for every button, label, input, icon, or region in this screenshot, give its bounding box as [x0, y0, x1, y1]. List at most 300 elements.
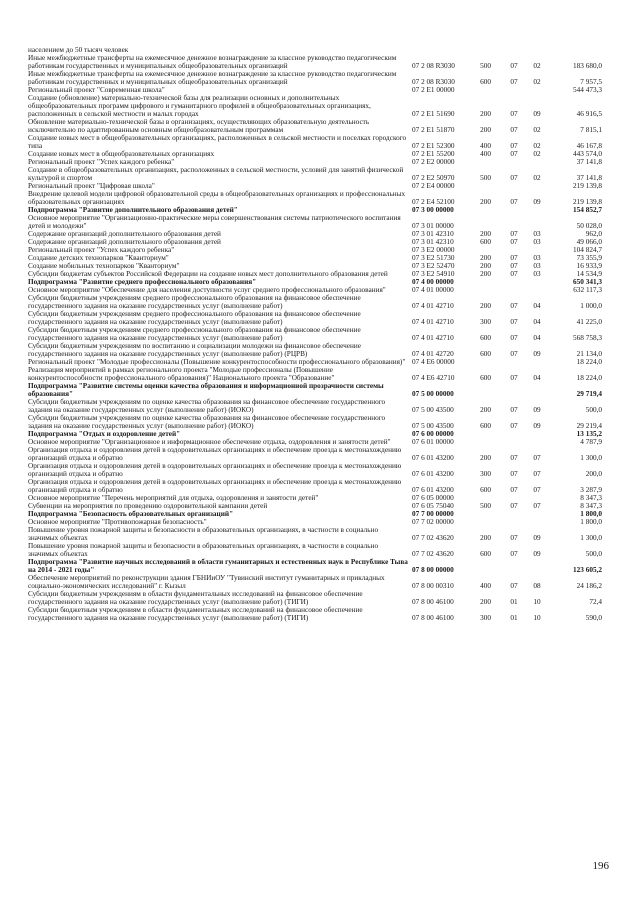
- row-name: Создание (обновление) материально-технической базы для реализации основных и дополнительных общеобразовательных программ цифрового и гуманитарного профилей в общеобразовательных организациях, расположенных в сельской местности и малых городах: [28, 94, 371, 118]
- row-amount: 41 225,0: [576, 318, 602, 326]
- row-subsection: 02: [533, 62, 541, 70]
- row-amount: 29 219,4: [576, 422, 602, 430]
- row-name: Подпрограмма "Развитие дополнительного образования детей": [28, 206, 238, 214]
- row-expense-type: 200: [480, 270, 491, 278]
- table-row: [28, 526, 602, 542]
- row-code: 07 6 01 00000: [412, 438, 454, 446]
- row-expense-type: 600: [480, 550, 491, 558]
- row-name: Региональный проект "Современная школа": [28, 86, 165, 94]
- row-code: 07 2 E4 00000: [412, 182, 455, 190]
- row-section: 07: [510, 486, 518, 494]
- table-row: [28, 590, 602, 606]
- table-row: [28, 326, 602, 342]
- table-row: [28, 462, 602, 478]
- row-amount: 46 916,5: [576, 110, 602, 118]
- row-subsection: 03: [533, 270, 541, 278]
- table-row: [28, 502, 602, 510]
- table-row: [28, 294, 602, 310]
- table-row: [28, 54, 602, 70]
- row-section: [502, 438, 526, 446]
- row-subsection: 03: [533, 230, 541, 238]
- row-section: [502, 246, 526, 254]
- row-name: Субсидии бюджетным учреждениям в области фундаментальных исследований на финансовое обеспечение государственного задания на оказание государственных услуг (выполнение работ) (ТИГИ): [28, 590, 363, 606]
- row-section: 07: [510, 318, 518, 326]
- row-expense-type: [469, 182, 502, 190]
- table-row: [28, 494, 602, 502]
- row-name: Повышение уровня пожарной защиты и безопасности в образовательных организациях, в частности в социально значимых объектах: [28, 526, 379, 542]
- row-code: 07 2 E2 00000: [412, 158, 455, 166]
- row-code: 07 3 01 42310: [412, 230, 454, 238]
- row-name: Региональный проект "Успех каждого ребенка": [28, 158, 175, 166]
- row-name: Основное мероприятие "Противопожарная безопасность": [28, 518, 207, 526]
- row-expense-type: 400: [480, 150, 491, 158]
- row-section: 07: [510, 302, 518, 310]
- table-row: [28, 510, 602, 518]
- row-subsection: 04: [533, 374, 541, 382]
- row-code: 07 3 00 00000: [412, 206, 454, 214]
- row-name: Подпрограмма "Развитие среднего профессионального образования": [28, 278, 257, 286]
- row-amount: 7 957,5: [580, 78, 602, 86]
- row-code: 07 3 E2 00000: [412, 246, 455, 254]
- row-expense-type: [469, 518, 502, 526]
- row-subsection: 09: [533, 550, 541, 558]
- row-subsection: [526, 86, 548, 94]
- row-section: [502, 86, 526, 94]
- row-code: 07 5 00 43500: [412, 422, 454, 430]
- row-code: 07 5 00 43500: [412, 406, 454, 414]
- table-row: [28, 310, 602, 326]
- row-amount: 37 141,8: [576, 158, 602, 166]
- row-name: Реализация мероприятий в рамках регионального проекта "Молодые профессионалы (Повышение конкурентоспособности профессионального образования)" Национального проекта "Образование": [28, 366, 335, 382]
- row-code: 07 2 E2 50970: [412, 174, 455, 182]
- row-code: [412, 46, 469, 54]
- row-section: 01: [510, 598, 518, 606]
- row-subsection: 09: [533, 198, 541, 206]
- row-expense-type: 300: [480, 318, 491, 326]
- row-subsection: 03: [533, 238, 541, 246]
- row-amount: 183 680,0: [573, 62, 602, 70]
- row-section: [502, 46, 526, 54]
- table-row: [28, 270, 602, 278]
- row-expense-type: 500: [480, 174, 491, 182]
- row-amount: 123 605,2: [573, 566, 602, 574]
- row-section: [502, 518, 526, 526]
- row-code: 07 4 00 00000: [412, 278, 454, 286]
- row-code: 07 7 02 43620: [412, 534, 454, 542]
- row-expense-type: 200: [480, 254, 491, 262]
- row-section: 07: [510, 238, 518, 246]
- row-section: 07: [510, 270, 518, 278]
- row-amount: 154 852,7: [573, 206, 602, 214]
- row-expense-type: [469, 430, 502, 438]
- row-expense-type: 200: [480, 406, 491, 414]
- row-expense-type: [469, 206, 502, 214]
- row-subsection: 10: [533, 614, 541, 622]
- row-code: 07 6 01 43200: [412, 454, 454, 462]
- row-subsection: 02: [533, 150, 541, 158]
- table-row: [28, 382, 602, 398]
- row-code: 07 6 01 43200: [412, 486, 454, 494]
- row-code: 07 7 02 43620: [412, 550, 454, 558]
- row-code: 07 3 01 00000: [412, 222, 454, 230]
- row-code: 07 2 08 R3030: [412, 78, 455, 86]
- row-subsection: 10: [533, 598, 541, 606]
- row-name: Основное мероприятие "Организационное и информационное обеспечение отдыха, оздоровления и занятости детей": [28, 438, 391, 446]
- row-code: 07 7 00 00000: [412, 510, 454, 518]
- row-subsection: [526, 246, 548, 254]
- row-expense-type: 500: [480, 502, 491, 510]
- table-row: [28, 190, 602, 206]
- row-name: Субсидии бюджетным учреждениям по оценке качества образования на финансовое обеспечение государственного задания на оказание государственных услуг (выполнение работ) (ИОКО): [28, 398, 386, 414]
- row-name: Подпрограмма "Отдых и оздоровление детей": [28, 430, 181, 438]
- row-code: 07 2 E1 51690: [412, 110, 455, 118]
- table-row: [28, 158, 602, 166]
- row-name: Подпрограмма "Развитие системы оценки качества образования и информационной прозрачности системы образования": [28, 382, 384, 398]
- row-code: 07 7 02 00000: [412, 518, 454, 526]
- row-name: Подпрограмма "Развитие научных исследований в области гуманитарных и естественных наук в Республике Тыва на 2014 - 2021 годы": [28, 558, 408, 574]
- row-subsection: [526, 158, 548, 166]
- row-code: 07 3 E2 51730: [412, 254, 455, 262]
- row-section: 07: [510, 110, 518, 118]
- row-name: Субсидии бюджетным учреждениям по оценке качества образования на финансовое обеспечение государственного задания на оказание государственных услуг (выполнение работ) (ИОКО): [28, 414, 386, 430]
- row-amount: 24 186,2: [576, 582, 602, 590]
- row-subsection: [526, 214, 548, 230]
- row-amount: 46 167,8: [576, 142, 602, 150]
- row-expense-type: 600: [480, 334, 491, 342]
- row-subsection: [526, 438, 548, 446]
- row-code: 07 2 E1 00000: [412, 86, 455, 94]
- row-subsection: 02: [533, 78, 541, 86]
- row-subsection: 02: [533, 174, 541, 182]
- row-expense-type: 600: [480, 238, 491, 246]
- row-section: [502, 278, 526, 286]
- row-name: Субвенции на мероприятия по проведению оздоровительной кампании детей: [28, 502, 268, 510]
- row-section: [502, 382, 526, 398]
- row-name: Основное мероприятие "Организационно-практические меры совершенствования системы патриотического воспитания детей и молодежи": [28, 214, 401, 230]
- row-expense-type: [469, 86, 502, 94]
- row-amount: 650 341,3: [573, 278, 602, 286]
- row-expense-type: [469, 158, 502, 166]
- row-code: 07 6 01 43200: [412, 470, 454, 478]
- row-amount: 219 139,8: [573, 198, 602, 206]
- row-subsection: [526, 382, 548, 398]
- row-name: Субсидии бюджетам субъектов Российской Федерации на создание новых мест дополнительного образования детей: [28, 270, 388, 278]
- row-subsection: 03: [533, 262, 541, 270]
- row-name: Иные межбюджетные трансферты на ежемесячное денежное вознаграждение за классное руководство педагогическим работникам государственных и муниципальных общеобразовательных организаций: [28, 70, 397, 86]
- row-subsection: [526, 558, 548, 574]
- row-name: Содержание организаций дополнительного образования детей: [28, 238, 221, 246]
- row-code: 07 4 E6 00000: [412, 358, 455, 366]
- table-row: [28, 478, 602, 494]
- row-amount: 1 300,0: [580, 534, 602, 542]
- table-row: [28, 238, 602, 246]
- row-section: 07: [510, 502, 518, 510]
- row-section: 07: [510, 230, 518, 238]
- row-section: [502, 286, 526, 294]
- row-name: Иные межбюджетные трансферты на ежемесячное денежное вознаграждение за классное руководство педагогическим работникам государственных и муниципальных общеобразовательных организаций: [28, 54, 397, 70]
- row-amount: 632 117,3: [573, 286, 602, 294]
- row-expense-type: [469, 510, 502, 518]
- row-amount: 50 028,0: [576, 222, 602, 230]
- row-amount: 1 800,0: [580, 510, 602, 518]
- table-row: [28, 342, 602, 358]
- row-subsection: 07: [533, 502, 541, 510]
- row-name: Субсидии бюджетным учреждениям в области фундаментальных исследований на финансовое обеспечение государственного задания на оказание государственных услуг (выполнение работ) (ТИГИ): [28, 606, 363, 622]
- row-name: Внедрение целевой модели цифровой образовательной среды в общеобразовательных организациях и профессиональных образовательных организациях: [28, 190, 406, 206]
- page-number: 196: [592, 860, 609, 872]
- table-row: [28, 254, 602, 262]
- row-expense-type: [469, 382, 502, 398]
- table-row: [28, 182, 602, 190]
- row-code: 07 3 E2 52470: [412, 262, 455, 270]
- row-code: 07 5 00 00000: [412, 390, 454, 398]
- table-row: [28, 46, 602, 54]
- row-subsection: 02: [533, 142, 541, 150]
- row-amount: 18 224,0: [576, 374, 602, 382]
- table-row: [28, 86, 602, 94]
- row-amount: 1 300,0: [580, 454, 602, 462]
- row-expense-type: 200: [480, 598, 491, 606]
- table-row: [28, 214, 602, 230]
- row-expense-type: 200: [480, 198, 491, 206]
- table-row: [28, 70, 602, 86]
- row-name: Субсидии бюджетным учреждениям по воспитанию и социализации молодежи на финансовое обеспечение государственного задания на оказание государственных услуг (выполнение работ) (РЦРВ): [28, 342, 361, 358]
- row-amount: 104 824,7: [573, 246, 602, 254]
- row-amount: [548, 46, 602, 54]
- row-code: 07 6 00 00000: [412, 430, 454, 438]
- row-amount: 200,0: [585, 470, 602, 478]
- row-section: 07: [510, 406, 518, 414]
- table-row: [28, 518, 602, 526]
- row-subsection: 04: [533, 318, 541, 326]
- table-row: [28, 542, 602, 558]
- row-code: 07 8 00 46100: [412, 598, 454, 606]
- row-name: населением до 50 тысяч человек: [28, 46, 129, 54]
- row-expense-type: 400: [480, 582, 491, 590]
- row-expense-type: 200: [480, 110, 491, 118]
- table-row: [28, 246, 602, 254]
- table-row: [28, 134, 602, 150]
- table-row: [28, 206, 602, 214]
- row-subsection: 02: [533, 126, 541, 134]
- row-expense-type: [469, 438, 502, 446]
- row-code: 07 8 00 00000: [412, 566, 454, 574]
- row-amount: 21 134,0: [576, 350, 602, 358]
- table-row: [28, 262, 602, 270]
- row-expense-type: [469, 558, 502, 574]
- row-name: Субсидии бюджетным учреждениям среднего профессионального образования на финансовое обеспечение государственного задания на оказание государственных услуг (выполнение работ): [28, 310, 361, 326]
- row-section: 07: [510, 150, 518, 158]
- row-expense-type: 300: [480, 470, 491, 478]
- row-expense-type: 600: [480, 78, 491, 86]
- row-subsection: 03: [533, 254, 541, 262]
- row-name: Содержание организаций дополнительного образования детей: [28, 230, 221, 238]
- row-section: 07: [510, 374, 518, 382]
- row-name: Создание мобильных технопарков "Кванториум": [28, 262, 180, 270]
- row-section: [502, 558, 526, 574]
- row-amount: 1 000,0: [580, 302, 602, 310]
- row-name: Обновление материально-технической базы в организациях, осуществляющих образовательную деятельность исключительно по адаптированным основным общеобразовательным программам: [28, 118, 370, 134]
- table-row: [28, 94, 602, 118]
- table-row: [28, 606, 602, 622]
- row-code: 07 4 01 42710: [412, 318, 454, 326]
- row-code: 07 4 01 42720: [412, 350, 454, 358]
- row-amount: 443 574,0: [573, 150, 602, 158]
- row-amount: 4 787,9: [580, 438, 602, 446]
- row-name: Создание новых мест в общеобразовательных организациях: [28, 150, 215, 158]
- row-subsection: 04: [533, 334, 541, 342]
- row-expense-type: [469, 358, 502, 366]
- row-amount: 37 141,8: [576, 174, 602, 182]
- row-amount: 500,0: [585, 406, 602, 414]
- row-name: Региональный проект "Цифровая школа": [28, 182, 155, 190]
- table-row: [28, 118, 602, 134]
- table-row: [28, 230, 602, 238]
- row-section: 07: [510, 198, 518, 206]
- budget-table-body: [28, 46, 602, 622]
- row-subsection: 09: [533, 534, 541, 542]
- row-code: 07 2 E4 52100: [412, 198, 455, 206]
- table-row: [28, 358, 602, 366]
- row-section: 07: [510, 334, 518, 342]
- row-subsection: [526, 510, 548, 518]
- row-amount: 13 135,2: [576, 430, 602, 438]
- row-name: Организация отдыха и оздоровления детей в оздоровительных организациях и обеспечение проезда к местонахождению организаций отдыха и обратно: [28, 462, 402, 478]
- row-name: Создание новых мест в общеобразовательных организациях, расположенных в сельской местности и поселках городского типа: [28, 134, 407, 150]
- row-section: 07: [510, 534, 518, 542]
- row-code: 07 2 E1 55200: [412, 150, 455, 158]
- table-row: [28, 150, 602, 158]
- row-amount: 18 224,0: [576, 358, 602, 366]
- row-amount: 7 815,1: [580, 126, 602, 134]
- row-amount: 590,0: [585, 614, 602, 622]
- row-subsection: [526, 518, 548, 526]
- row-expense-type: [469, 494, 502, 502]
- row-section: 07: [510, 454, 518, 462]
- row-expense-type: [469, 286, 502, 294]
- row-subsection: [526, 182, 548, 190]
- table-row: [28, 366, 602, 382]
- row-amount: 16 933,9: [576, 262, 602, 270]
- row-name: Субсидии бюджетным учреждениям среднего профессионального образования на финансовое обеспечение государственного задания на оказание государственных услуг (выполнение работ): [28, 326, 361, 342]
- row-subsection: 09: [533, 110, 541, 118]
- row-code: 07 2 08 R3030: [412, 62, 455, 70]
- table-row: [28, 438, 602, 446]
- row-code: 07 3 E2 54910: [412, 270, 455, 278]
- row-section: 07: [510, 126, 518, 134]
- row-expense-type: 200: [480, 534, 491, 542]
- table-row: [28, 398, 602, 414]
- row-code: 07 2 E1 52300: [412, 142, 455, 150]
- table-row: [28, 278, 602, 286]
- table-row: [28, 286, 602, 294]
- row-subsection: 09: [533, 422, 541, 430]
- row-section: 07: [510, 254, 518, 262]
- row-section: 07: [510, 422, 518, 430]
- row-subsection: [526, 286, 548, 294]
- row-subsection: 07: [533, 470, 541, 478]
- row-amount: 3 287,9: [580, 486, 602, 494]
- row-code: 07 6 05 75040: [412, 502, 454, 510]
- row-subsection: [526, 494, 548, 502]
- row-name: Основное мероприятие "Обеспечение для населения доступности услуг среднего профессионального образования": [28, 286, 386, 294]
- row-name: Региональный проект "Молодые профессионалы (Повышение конкурентоспособности профессионального образования)": [28, 358, 406, 366]
- row-code: 07 4 01 42710: [412, 302, 454, 310]
- row-expense-type: 200: [480, 302, 491, 310]
- row-subsection: 04: [533, 302, 541, 310]
- row-name: Подпрограмма "Безопасность образовательных организаций": [28, 510, 234, 518]
- row-expense-type: 200: [480, 230, 491, 238]
- row-amount: 73 355,9: [576, 254, 602, 262]
- table-row: [28, 558, 602, 574]
- table-row: [28, 446, 602, 462]
- row-name: Обеспечение мероприятий по реконструкции здания ГБНИиОУ "Тувинский институт гуманитарных и прикладных социально-экономических исследований" г. Кызыл: [28, 574, 385, 590]
- row-amount: 219 139,8: [573, 182, 602, 190]
- row-subsection: 09: [533, 406, 541, 414]
- row-section: 07: [510, 470, 518, 478]
- table-row: [28, 414, 602, 430]
- row-amount: 49 066,0: [576, 238, 602, 246]
- row-section: 07: [510, 550, 518, 558]
- row-amount: 544 473,3: [573, 86, 602, 94]
- row-subsection: 07: [533, 454, 541, 462]
- row-expense-type: 500: [480, 62, 491, 70]
- row-code: 07 4 E6 42710: [412, 374, 455, 382]
- row-name: Создание в общеобразовательных организациях, расположенных в сельской местности, условий для занятий физической культурой и спортом: [28, 166, 404, 182]
- row-name: Организация отдыха и оздоровления детей в оздоровительных организациях и обеспечение проезда к местонахождению организаций отдыха и обратно: [28, 478, 402, 494]
- row-section: 07: [510, 142, 518, 150]
- row-amount: 14 534,9: [576, 270, 602, 278]
- row-code: 07 2 E1 51870: [412, 126, 455, 134]
- row-section: 07: [510, 78, 518, 86]
- row-section: [502, 206, 526, 214]
- table-row: [28, 430, 602, 438]
- row-expense-type: 200: [480, 262, 491, 270]
- row-amount: 29 719,4: [576, 390, 602, 398]
- row-code: 07 3 01 42310: [412, 238, 454, 246]
- row-amount: 8 347,3: [580, 502, 602, 510]
- row-expense-type: 600: [480, 350, 491, 358]
- row-amount: 568 758,3: [573, 334, 602, 342]
- row-amount: 8 347,3: [580, 494, 602, 502]
- row-subsection: [526, 430, 548, 438]
- row-amount: 962,0: [585, 230, 602, 238]
- row-name: Региональный проект "Успех каждого ребенка": [28, 246, 175, 254]
- row-subsection: [526, 46, 548, 54]
- row-amount: 500,0: [585, 550, 602, 558]
- row-expense-type: [469, 46, 502, 54]
- row-expense-type: [469, 246, 502, 254]
- row-expense-type: 200: [480, 454, 491, 462]
- row-subsection: [526, 206, 548, 214]
- row-section: 07: [510, 582, 518, 590]
- row-subsection: 08: [533, 582, 541, 590]
- row-section: 01: [510, 614, 518, 622]
- row-expense-type: [469, 214, 502, 230]
- table-row: [28, 166, 602, 182]
- row-code: 07 4 01 00000: [412, 286, 454, 294]
- row-subsection: 07: [533, 486, 541, 494]
- row-section: 07: [510, 174, 518, 182]
- row-name: Субсидии бюджетным учреждениям среднего профессионального образования на финансовое обеспечение государственного задания на оказание государственных услуг (выполнение работ): [28, 294, 361, 310]
- row-section: [502, 430, 526, 438]
- row-section: [502, 494, 526, 502]
- row-code: 07 8 00 00310: [412, 582, 454, 590]
- row-amount: 72,4: [589, 598, 602, 606]
- row-subsection: 09: [533, 350, 541, 358]
- row-expense-type: 600: [480, 374, 491, 382]
- row-subsection: [526, 278, 548, 286]
